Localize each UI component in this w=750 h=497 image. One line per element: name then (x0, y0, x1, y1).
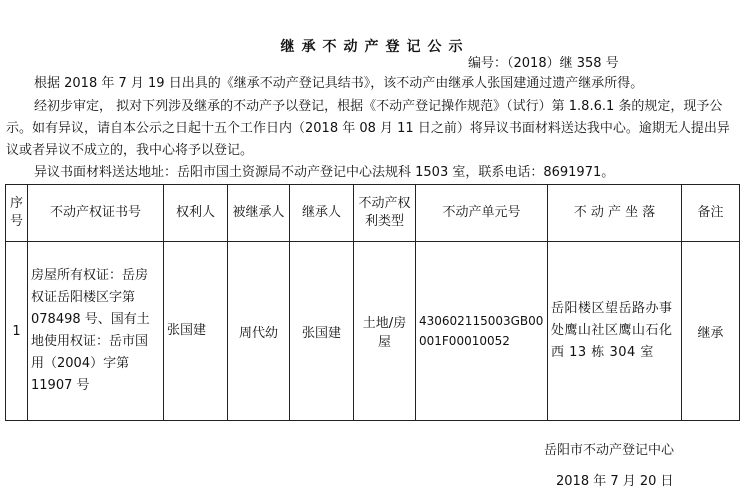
header-heir: 继承人 (290, 185, 354, 242)
cell-decedent: 周代幼 (228, 242, 290, 421)
document-number: 编号：（2018）继 358 号 (468, 56, 619, 71)
cell-cert: 房屋所有权证：岳房权证岳阳楼区字第 078498 号、国有土地使用权证：岳市国用（2004）字第 11907 号 (28, 242, 164, 421)
cell-holder: 张国建 (164, 242, 228, 421)
table-header-row (6, 185, 740, 242)
cell-location: 岳阳楼区望岳路办事处鹰山社区鹰山石化西 13 栋 304 室 (548, 242, 682, 421)
paragraph-objection-address: 异议书面材料送达地址：岳阳市国土资源局不动产登记中心法规科 1503 室，联系电话：8691971。 (34, 165, 615, 180)
cell-heir: 张国建 (290, 242, 354, 421)
cell-right-type: 土地/房屋 (354, 242, 416, 421)
cell-seq: 1 (6, 242, 28, 421)
issuing-organization: 岳阳市不动产登记中心 (544, 443, 675, 458)
registration-table (5, 184, 740, 421)
paragraph-review-notice: 经初步审定， 拟对下列涉及继承的不动产予以登记，根据《不动产登记操作规范》（试行）第 1.8.6.1 条的规定，现予公示。如有异议，请自本公示之日起十五个工作日内（2018 年 08 月 11 日之前）将异议书面材料送达我中心。逾期无人提出异议或者异议不成立的，我中心将予以登记。 (6, 99, 730, 158)
table-row (6, 242, 740, 421)
header-seq: 序号 (6, 185, 28, 242)
header-unit-no: 不动产单元号 (416, 185, 548, 242)
header-note: 备注 (682, 185, 740, 242)
header-holder: 权利人 (164, 185, 228, 242)
header-right-type: 不动产权利类型 (354, 185, 416, 242)
paragraph-inheritance-basis: 根据 2018 年 7 月 19 日出具的《继承不动产登记具结书》，该不动产由继承人张国建通过遗产继承所得。 (34, 76, 644, 91)
cell-note: 继承 (682, 242, 740, 421)
page-title: 继承不动产登记公示 (280, 39, 470, 55)
header-cert: 不动产权证书号 (28, 185, 164, 242)
issue-date: 2018 年 7 月 20 日 (556, 474, 674, 489)
cell-unit-no: 430602115003GB00001F00010052 (416, 242, 548, 421)
header-location: 不 动 产 坐 落 (548, 185, 682, 242)
header-decedent: 被继承人 (228, 185, 290, 242)
